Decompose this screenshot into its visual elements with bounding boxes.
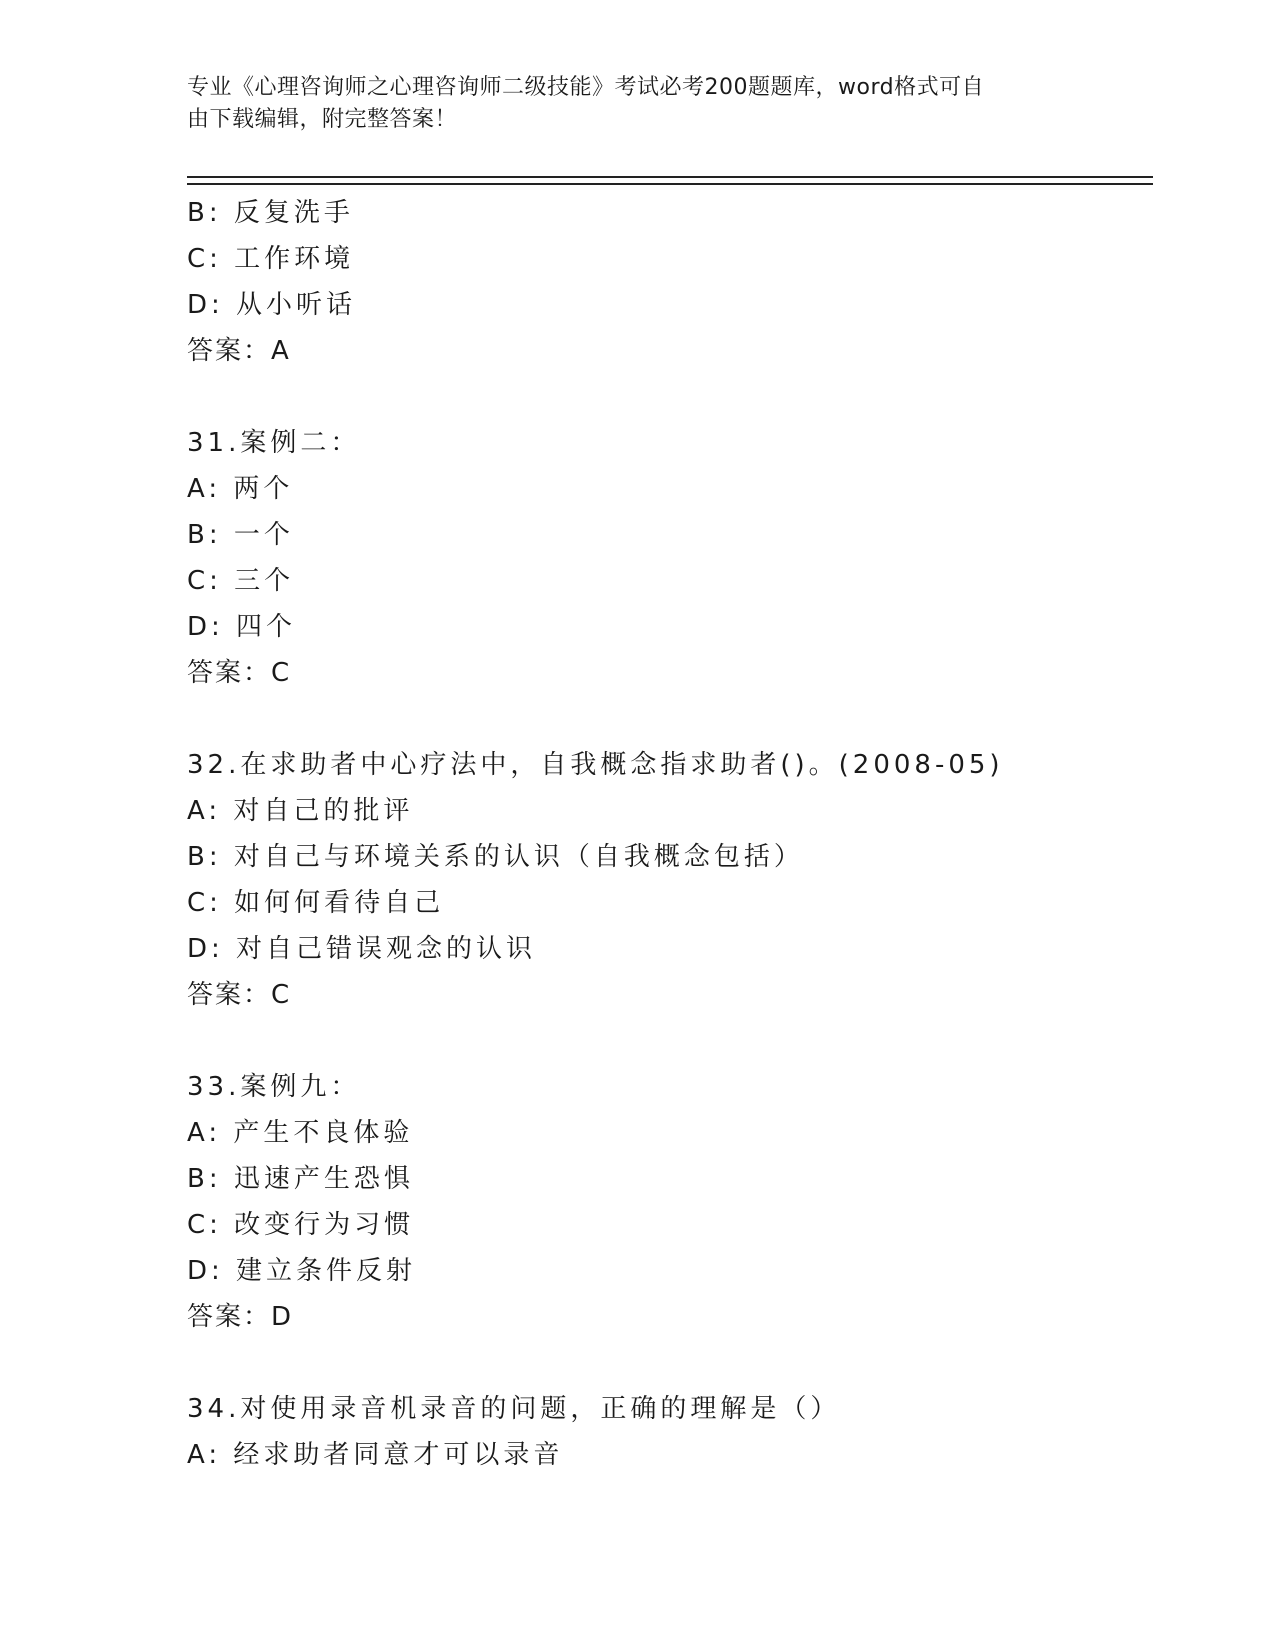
option-b: B: 反复洗手 bbox=[187, 198, 354, 228]
option-d: D: 从小听话 bbox=[187, 290, 357, 320]
spacer bbox=[187, 1340, 1147, 1386]
question-title: 34.对使用录音机录音的问题，正确的理解是（） bbox=[187, 1394, 841, 1424]
option-a: A: 产生不良体验 bbox=[187, 1118, 414, 1148]
option-c: C: 工作环境 bbox=[187, 244, 355, 274]
option-d: D: 四个 bbox=[187, 612, 297, 642]
option-b: B: 一个 bbox=[187, 520, 294, 550]
spacer bbox=[187, 1018, 1147, 1064]
question-block-32 bbox=[187, 742, 1147, 1018]
question-block-30 bbox=[187, 190, 1147, 374]
option-d: D: 建立条件反射 bbox=[187, 1256, 417, 1286]
option-c: C: 改变行为习惯 bbox=[187, 1210, 415, 1240]
option-d: D: 对自己错误观念的认识 bbox=[187, 934, 537, 964]
option-a: A: 两个 bbox=[187, 474, 294, 504]
option-b: B: 对自己与环境关系的认识（自我概念包括） bbox=[187, 842, 804, 872]
answer-label: 答案：C bbox=[187, 658, 292, 688]
option-a: A: 经求助者同意才可以录音 bbox=[187, 1440, 564, 1470]
option-c: C: 三个 bbox=[187, 566, 295, 596]
option-a: A: 对自己的批评 bbox=[187, 796, 414, 826]
question-title: 33.案例九： bbox=[187, 1072, 361, 1102]
answer-label: 答案：C bbox=[187, 980, 292, 1010]
answer-label: 答案：A bbox=[187, 336, 291, 366]
spacer bbox=[187, 696, 1147, 742]
question-title: 31.案例二： bbox=[187, 428, 361, 458]
question-list bbox=[187, 190, 1147, 1478]
question-title: 32.在求助者中心疗法中，自我概念指求助者()。(2008-05) bbox=[187, 750, 1004, 780]
header-line-1: 专业《心理咨询师之心理咨询师二级技能》考试必考200题题库，word格式可自 bbox=[187, 75, 985, 100]
question-block-31 bbox=[187, 420, 1147, 696]
header-divider-bottom bbox=[187, 183, 1153, 185]
question-block-33 bbox=[187, 1064, 1147, 1340]
option-c: C: 如何何看待自己 bbox=[187, 888, 445, 918]
question-block-34 bbox=[187, 1386, 1147, 1478]
option-b: B: 迅速产生恐惧 bbox=[187, 1164, 414, 1194]
header-line-2: 由下载编辑，附完整答案！ bbox=[187, 107, 458, 132]
header-divider-top bbox=[187, 176, 1153, 178]
answer-label: 答案：D bbox=[187, 1302, 294, 1332]
spacer bbox=[187, 374, 1147, 420]
document-header bbox=[187, 72, 1067, 136]
